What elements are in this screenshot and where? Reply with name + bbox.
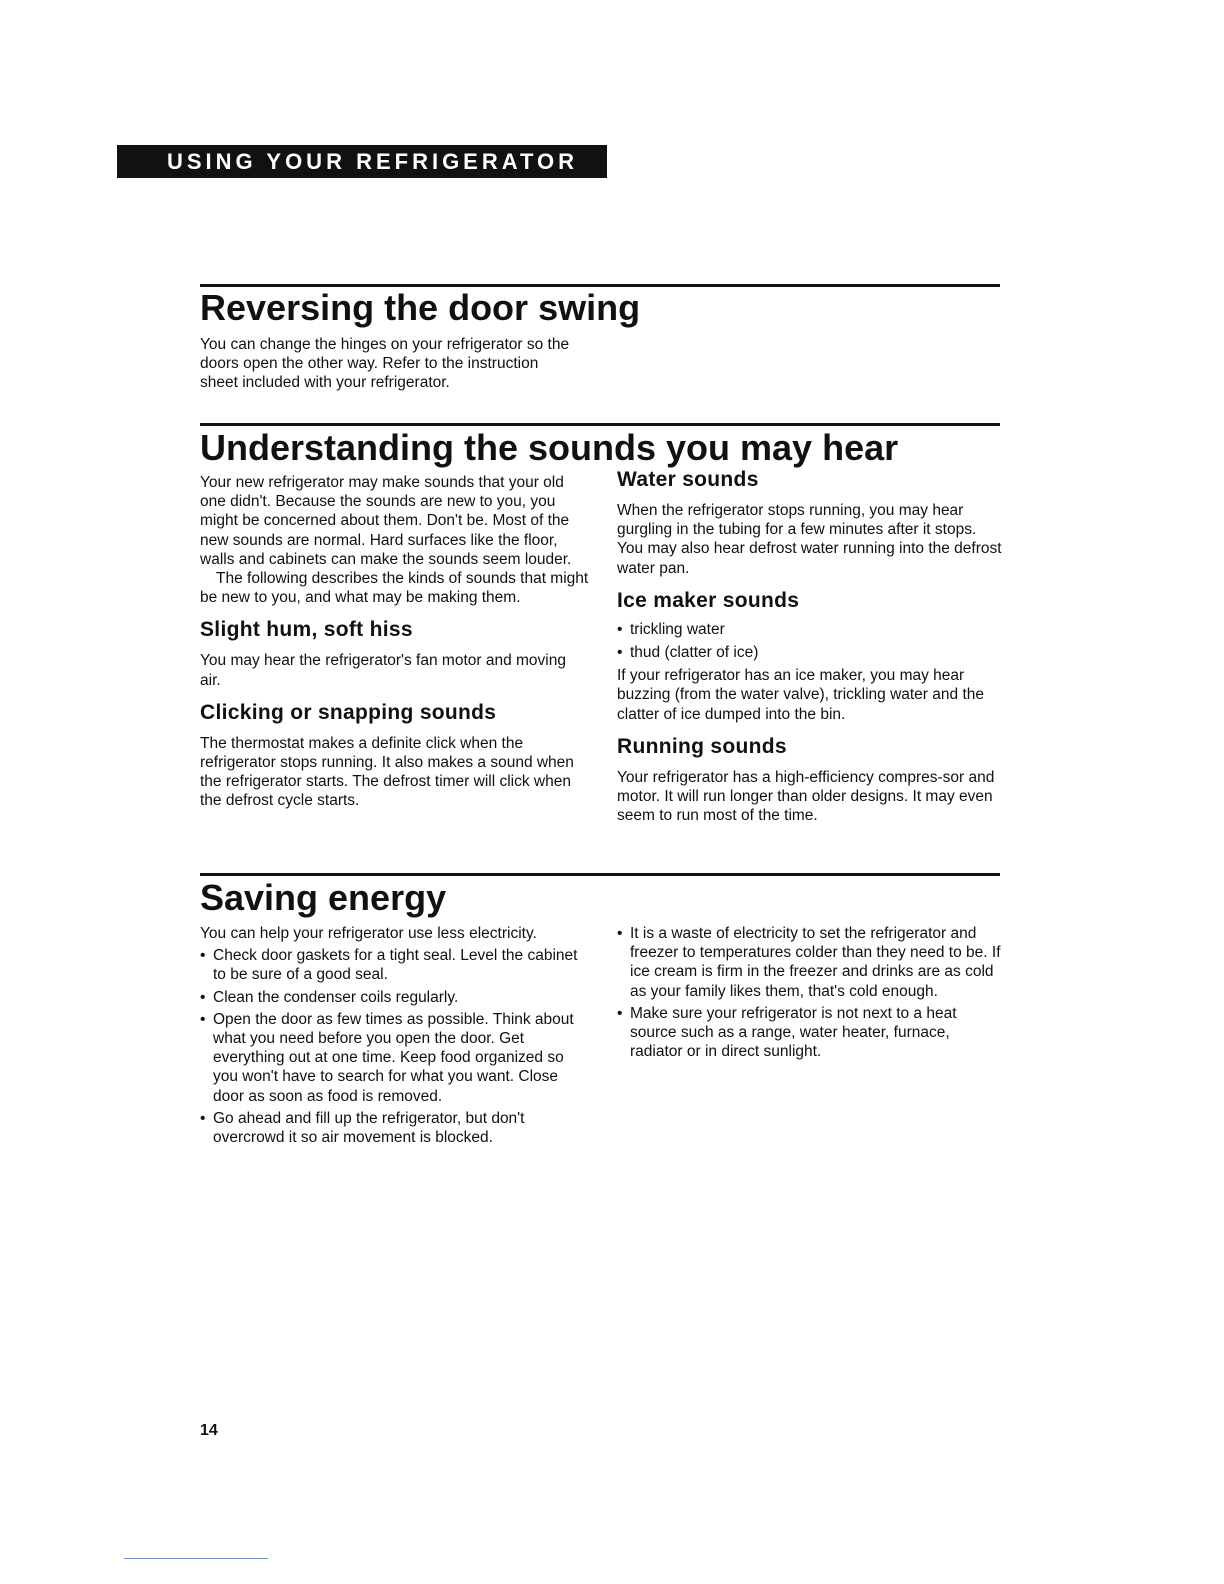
sounds-right-column: [617, 467, 1002, 825]
clicking-body: The thermostat makes a definite click when the refrigerator stops running. It also makes a sound when the refrigerator starts. The defrost timer will click when the defrost cycle starts.: [200, 734, 574, 810]
section-banner: USING YOUR REFRIGERATOR: [117, 145, 607, 178]
ice-bullet-list: [617, 620, 1002, 662]
energy-bullet-list-left: [200, 946, 585, 1147]
list-item: • Open the door as few times as possible. Think about what you need before you open the door. Get everything out at one time. Keep food organized so you won't have to search for what you want. Close door as soon as food is removed.: [200, 1010, 585, 1106]
sounds-title: Understanding the sounds you may hear: [200, 427, 899, 468]
list-item: • Check door gaskets for a tight seal. Level the cabinet to be sure of a good seal.: [200, 946, 585, 984]
sounds-left-column: [200, 473, 590, 811]
list-item: • thud (clatter of ice): [617, 643, 1002, 662]
divider-rule: [200, 873, 1000, 876]
clicking-heading: Clicking or snapping sounds: [200, 700, 497, 724]
energy-intro: You can help your refrigerator use less electricity.: [200, 925, 537, 942]
list-item: • Go ahead and fill up the refrigerator, but don't overcrowd it so air movement is blocked.: [200, 1109, 585, 1147]
footer-rule: [124, 1558, 268, 1559]
water-heading: Water sounds: [617, 468, 759, 491]
running-body: Your refrigerator has a high-efficiency compres-sor and motor. It will run longer than older designs. It may even seem to run most of the time.: [617, 768, 995, 825]
list-item: • It is a waste of electricity to set the refrigerator and freezer to temperatures colder than they need to be. If ice cream is firm in the freezer and drinks are as cold as your family likes them, that's cold enough.: [617, 924, 1002, 1001]
list-item: • trickling water: [617, 620, 1002, 639]
energy-title: Saving energy: [200, 877, 447, 918]
energy-left-column: [200, 924, 585, 1147]
sounds-intro-paragraph-2: The following describes the kinds of sounds that might be new to you, and what may be making them.: [200, 570, 589, 607]
sounds-intro-paragraph: Your new refrigerator may make sounds that your old one didn't. Because the sounds are new to you, you might be concerned about them. Don't be. Most of the new sounds are normal. Hard surfaces like the floor, walls and cabinets can make the sounds seem louder.: [200, 474, 572, 568]
reversing-paragraph: You can change the hinges on your refrigerator so the doors open the other way. Refer to the instruction sheet included with your refrigerator.: [200, 336, 570, 392]
hum-body: You may hear the refrigerator's fan motor and moving air.: [200, 652, 566, 689]
page-number: 14: [200, 1422, 218, 1439]
list-item: • Make sure your refrigerator is not next to a heat source such as a range, water heater, furnace, radiator or in direct sunlight.: [617, 1004, 1002, 1062]
reversing-body: [200, 335, 580, 393]
ice-body: If your refrigerator has an ice maker, you may hear buzzing (from the water valve), trickling water and the clatter of ice dumped into the bin.: [617, 667, 984, 723]
reversing-title: Reversing the door swing: [200, 287, 641, 328]
water-body: When the refrigerator stops running, you may hear gurgling in the tubing for a few minutes after it stops. You may also hear defrost water running into the defrost water pan.: [617, 502, 1002, 577]
energy-right-column: [617, 924, 1002, 1061]
energy-bullet-list-right: [617, 924, 1002, 1061]
running-heading: Running sounds: [617, 734, 787, 758]
divider-rule: [200, 423, 1000, 426]
ice-heading: Ice maker sounds: [617, 588, 800, 612]
hum-heading: Slight hum, soft hiss: [200, 618, 413, 642]
list-item: • Clean the condenser coils regularly.: [200, 988, 585, 1007]
